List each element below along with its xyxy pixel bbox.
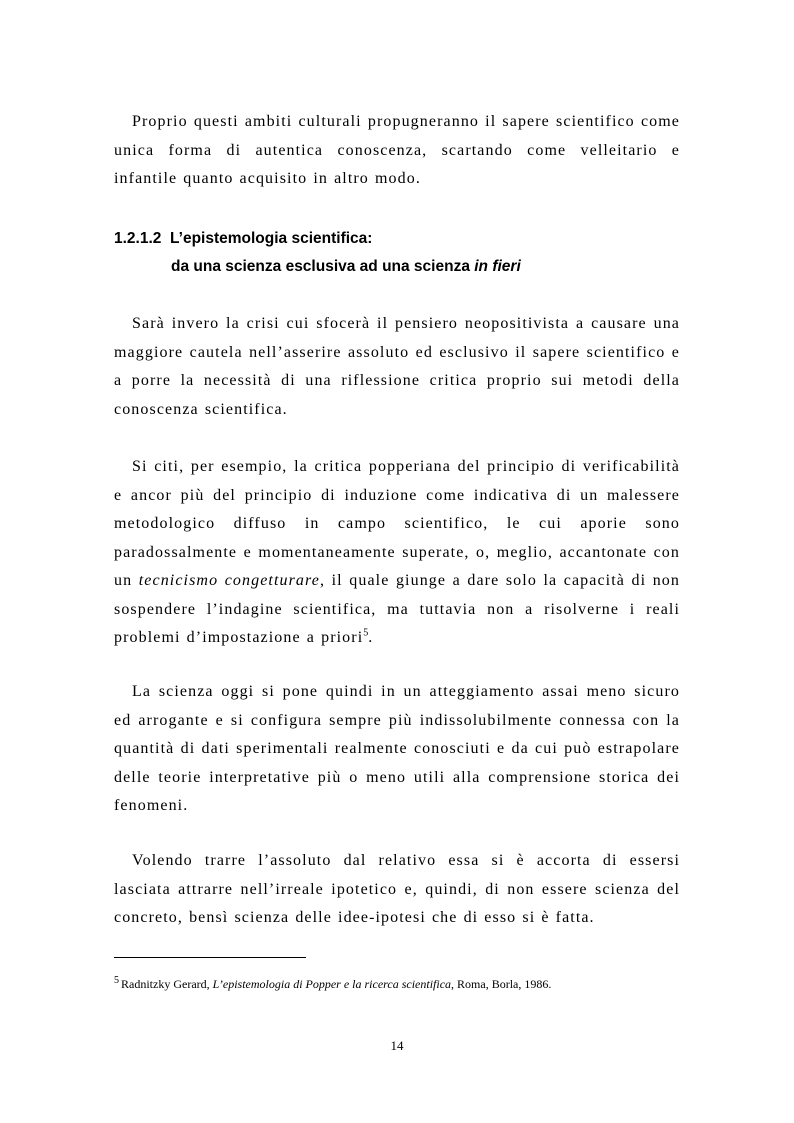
paragraph-5 <box>114 847 680 933</box>
page-number: 14 <box>390 1038 404 1053</box>
paragraph-3-period: . <box>368 629 374 646</box>
paragraph-1 <box>114 108 680 194</box>
footnote-reference[interactable]: 5 <box>363 627 369 639</box>
paragraph-3-text-start: Si citi, per esempio, la critica popperiana del principio di verificabilità e ancor più del principio di induzione come indicativa di un malessere metodologico diffuso in campo scientifico, le cui aporie sono paradossalmente e momentaneamente superate, o, meglio, accantonate con un <box>114 458 680 589</box>
paragraph-4-text: La scienza oggi si pone quindi in un atteggiamento assai meno sicuro ed arrogante e si configura sempre più indissolubilmente connessa con la quantità di dati sperimentali realmente conosciuti e da cui può estrapolare delle teorie interpretative più o meno utili alla comprensione storica dei fenomeni. <box>114 683 680 814</box>
footnote-number: 5 <box>114 975 119 986</box>
footnote-title: L’epistemologia di Popper e la ricerca scientifica <box>212 977 452 991</box>
footnote <box>114 975 714 993</box>
heading-line-2-italic: in fieri <box>474 258 521 275</box>
heading-line-2 <box>114 253 714 281</box>
paragraph-3 <box>114 453 680 653</box>
footnote-details: , Roma, Borla, 1986. <box>451 977 552 991</box>
paragraph-4 <box>114 678 680 821</box>
paragraph-3-text-end: , il quale giunge a dare solo la capacità di non sospendere l’indagine scientifica, ma tuttavia non a risolverne i reali problemi d’impostazione a priori <box>114 572 680 646</box>
footnote-author: Radnitzky Gerard, <box>121 977 213 991</box>
heading-number: 1.2.1.2 <box>114 230 162 247</box>
section-heading <box>114 225 714 281</box>
footnote-divider <box>114 957 306 958</box>
heading-line-1: L’epistemologia scientifica: <box>170 230 373 247</box>
paragraph-3-italic: tecnicismo congetturare <box>138 572 320 589</box>
paragraph-2-text: Sarà invero la crisi cui sfocerà il pensiero neopositivista a causare una maggiore cautela nell’asserire assoluto ed esclusivo il sapere scientifico e a porre la necessità di una riflessione critica proprio sui metodi della conoscenza scientifica. <box>114 315 680 418</box>
paragraph-2 <box>114 310 680 424</box>
paragraph-1-text: Proprio questi ambiti culturali propugneranno il sapere scientifico come unica forma di autentica conoscenza, scartando come velleitario e infantile quanto acquisito in altro modo. <box>114 113 680 187</box>
heading-line-2-text: da una scienza esclusiva ad una scienza <box>171 258 475 275</box>
paragraph-5-text: Volendo trarre l’assoluto dal relativo essa si è accorta di essersi lasciata attrarre nell’irreale ipotetico e, quindi, di non essere scienza del concreto, bensì scienza delle idee-ipotesi che di esso si è fatta. <box>114 852 680 926</box>
